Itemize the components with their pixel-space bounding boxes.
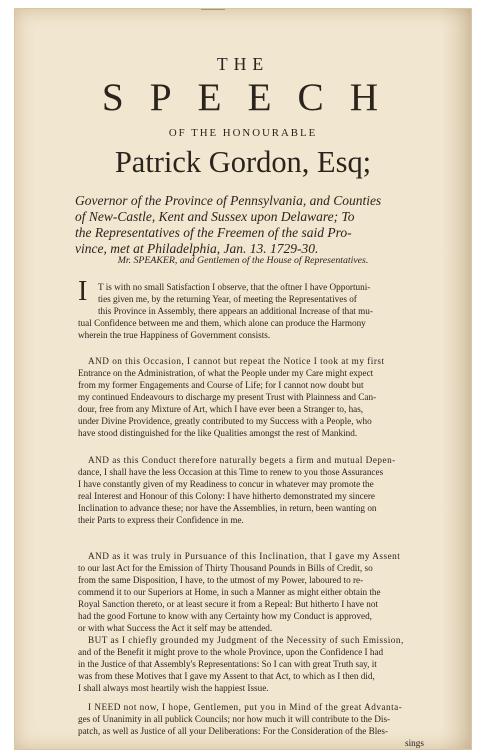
paragraph-line: tual Confidence between me and them, which alone can produce the Harmony xyxy=(78,318,366,328)
paragraph-line: BUT as I chiefly grounded my Judgment of the Necessity of such Emission, xyxy=(88,635,404,645)
subtitle-line: vince, met at Philadelphia, Jan. 13. 1729-30. xyxy=(75,241,319,256)
paragraph-line: wherein the true Happiness of Government consists. xyxy=(78,330,271,340)
paragraph-line: AND as this Conduct therefore naturally begets a firm and mutual Depen- xyxy=(88,455,396,465)
paragraph-line: I shall always most heartily wish the happiest Issue. xyxy=(78,683,269,693)
heading-name: Patrick Gordon, Esq; xyxy=(114,145,372,179)
paragraph-line: patch, as well as Justice of all your Deliberations: For the Consideration of the Bles- xyxy=(78,726,389,736)
paragraph-line: AND as it was truly in Pursuance of this Inclination, that I gave my Assent xyxy=(88,551,401,561)
paragraph-line: had the good Fortune to know with any Certainty how my Conduct is approved, xyxy=(78,611,372,621)
paragraph-line: AND on this Occasion, I cannot but repeat the Notice I took at my first xyxy=(88,356,385,366)
paragraph-line: this Province in Assembly, there appears an additional Increase of that mu- xyxy=(98,306,373,316)
paragraph-line: Royal Sanction thereto, or at least secure it from a Repeal: But hitherto I have not xyxy=(78,599,379,609)
paragraph-line: have stood distinguished for the like Qualities amongst the rest of Mankind. xyxy=(78,428,358,438)
catchword: sings xyxy=(405,738,424,748)
paragraph-line: Entrance on the Administration, of what the People under my Care might expect xyxy=(78,368,374,378)
paragraph-line: I NEED not now, I hope, Gentlemen, put you in Mind of the great Advanta- xyxy=(88,702,403,712)
paragraph-line: commend it to our Superiors at Home, in such a Manner as might either obtain the xyxy=(78,587,381,597)
paragraph-line: from my former Engagements and Course of Life; for I cannot now doubt but xyxy=(78,380,364,390)
paragraph-line: their Parts to express their Confidence in me. xyxy=(78,515,244,525)
heading-of-honourable: OF THE HONOURABLE xyxy=(168,127,318,139)
paragraph-line: or with what Success the Act it self may be attended. xyxy=(78,623,273,633)
paragraph-line: to our last Act for the Emission of Thirty Thousand Pounds in Bills of Credit, so xyxy=(78,563,373,573)
paragraph-line: ties given me, by the returning Year, of meeting the Representatives of xyxy=(98,294,357,304)
paragraph-line: Inclination to advance these; nor have the Assemblies, in return, been wanting on xyxy=(78,503,377,513)
subtitle-line: the Representatives of the Freemen of the said Pro- xyxy=(75,225,352,240)
paragraph-line: under Divine Providence, greatly contributed to my Success with a People, who xyxy=(78,416,372,426)
paragraph-line: was from these Motives that I gave my Assent to that Act, to which as I then did, xyxy=(78,671,375,681)
heading-speech: SPEECH xyxy=(101,75,405,119)
paragraph-line: and of the Benefit it might prove to the whole Province, upon the Confidence I had xyxy=(78,647,384,657)
paragraph-line: I have constantly given of my Readiness to concur in whatever may promote the xyxy=(78,479,374,489)
drop-cap: I xyxy=(78,276,88,307)
subtitle-line: of New-Castle, Kent and Sussex upon Delaware; To xyxy=(75,209,355,224)
heading-the: THE xyxy=(216,54,270,74)
subtitle-line: Governor of the Province of Pennsylvania, and Counties xyxy=(75,193,382,208)
paragraph-line: dour, free from any Mixture of Art, which I have ever been a Stranger to, has, xyxy=(78,404,364,414)
ink-mark xyxy=(201,9,225,18)
document-page xyxy=(14,8,472,750)
paragraph-line: real Interest and Honour of this Colony: I have hitherto demonstrated my sincere xyxy=(78,491,375,501)
paragraph-line: T is with no small Satisfaction I observe, that the oftner I have Opportuni- xyxy=(98,282,371,292)
paragraph-line: in the Justice of that Assembly's Representations: So I can with great Truth say, it xyxy=(78,659,377,669)
salutation: Mr. SPEAKER, and Gentlemen of the House of Representatives. xyxy=(117,255,369,266)
paragraph-line: my continued Endeavours to discharge my present Trust with Plainness and Can- xyxy=(78,392,377,402)
paragraph-line: ges of Unanimity in all publick Councils; nor how much it will contribute to the Dis- xyxy=(78,714,391,724)
paragraph-line: from the same Disposition, I have, to the utmost of my Power, laboured to re- xyxy=(78,575,364,585)
page-edge-shadow xyxy=(441,9,471,749)
paragraph-line: dance, I shall have the less Occasion at this Time to renew to you those Assurances xyxy=(78,467,384,477)
